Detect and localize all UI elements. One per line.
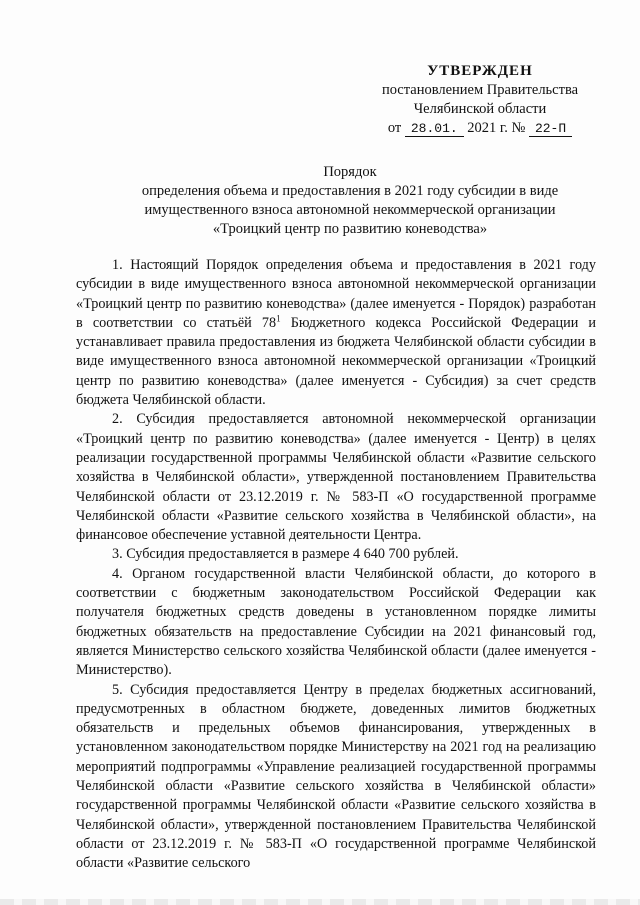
approval-date-line: [345, 119, 615, 138]
date-prefix: от: [387, 120, 402, 136]
approval-stamp: [345, 62, 615, 138]
paragraph-1: [76, 256, 596, 410]
year-text: 2021 г. №: [467, 120, 526, 136]
scan-edge-artifact: [0, 899, 640, 905]
approval-line-1: постановлением Правительства: [381, 82, 579, 98]
article-superscript: 1: [276, 313, 281, 324]
title-line-4: «Троицкий центр по развитию коневодства»: [212, 221, 488, 237]
number-value: 22-П: [529, 121, 572, 137]
approval-heading: УТВЕРЖДЕН: [427, 63, 533, 79]
title-line-3: имущественного взноса автономной некоммерческой организации: [144, 202, 556, 218]
paragraph-3: 3. Субсидия предоставляется в размере 4 640 700 рублей.: [112, 546, 459, 563]
title-line-2: определения объема и предоставления в 2021 году субсидии в виде: [141, 183, 559, 199]
document-title: [100, 163, 600, 239]
title-line-1: Порядок: [323, 164, 377, 180]
paragraph-4: 4. Органом государственной власти Челябинской области, до которого в соответствии с бюджетным законодательством Российской Федерации как получателя бюджетных средств доведены в установленном порядке лимиты бюджетных обязательств на предоставление Субсидии на 2021 финансовый год, является Министерство сельского хозяйства Челябинской области (далее именуется - Министерство).: [76, 565, 596, 679]
approval-line-2: Челябинской области: [413, 101, 547, 117]
document-body: [76, 256, 596, 874]
paragraph-1-part-a: 1. Настоящий Порядок определения объема и предоставления в 2021 году субсидии в виде имущественного взноса автономной некоммерческой организации «Троицкий центр по развитию коневодства» (далее именуется - Порядок) разработан в соответствии со статьёй 78: [76, 257, 596, 331]
paragraph-2: 2. Субсидия предоставляется автономной некоммерческой организации «Троицкий центр по развитию коневодства» (далее именуется - Центр) в целях реализации государственной программы Челябинской области «Развитие сельского хозяйства в Челябинской области», утвержденной постановлением Правительства Челябинской области от 23.12.2019 г. № 583-П «О государственной программе Челябинской области «Развитие сельского хозяйства в Челябинской области», на финансовое обеспечение уставной деятельности Центра.: [76, 411, 596, 544]
date-value: 28.01.: [405, 121, 464, 137]
paragraph-5: 5. Субсидия предоставляется Центру в пределах бюджетных ассигнований, предусмотренных в областном бюджете, доведенных лимитов бюджетных обязательств и предельных объемов финансирования, утвержденных в установленном законодательством порядке Министерству на 2021 год на реализацию мероприятий подпрограммы «Управление реализацией государственной программы Челябинской области «Развитие сельского хозяйства в Челябинской области» государственной программы Челябинской области «Развитие сельского хозяйства в Челябинской области», утвержденной постановлением Правительства Челябинской области от 23.12.2019 г. № 583-П «О государственной программе Челябинской области «Развитие сельского: [76, 681, 596, 872]
paragraph-1-part-b: Бюджетного кодекса Российской Федерации и устанавливает правила предоставления из бюджета Челябинской области субсидии в виде имущественного взноса автономной некоммерческой организации «Троицкий центр по развитию коневодства» (далее именуется - Субсидия) за счет средств бюджета Челябинской области.: [76, 314, 596, 409]
